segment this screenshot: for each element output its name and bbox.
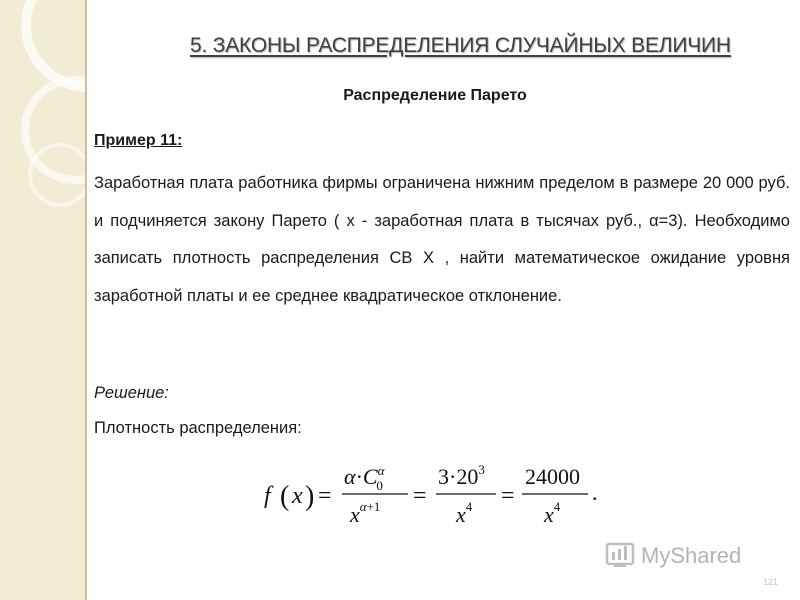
page-number: 121 bbox=[763, 577, 779, 587]
problem-text: Заработная плата работника фирмы ограничена нижним пределом в размере 20 000 руб. и подчиняется закону Парето ( x - заработная плата в тысячах руб., α=3). Необходимо записать плотность распределения СВ X , найти математическое ожидание уровня заработной платы и ее среднее квадратическое отклонение. bbox=[94, 174, 790, 305]
density-label: Плотность распределения: bbox=[94, 419, 302, 437]
fraction1-denominator: $x^{\alpha+1}$ bbox=[350, 499, 381, 527]
fraction1-numerator: $\alpha\cdot C^\alpha$ 0 bbox=[344, 463, 385, 493]
slide-title: 5. ЗАКОНЫ РАСПРЕДЕЛЕНИЯ СЛУЧАЙНЫХ ВЕЛИЧИН bbox=[190, 34, 731, 57]
watermark-logo-icon bbox=[607, 544, 633, 567]
equals-sign-1: = bbox=[318, 483, 332, 509]
formula-lhs-x: x bbox=[292, 483, 303, 509]
formula-paren-close: ) bbox=[305, 481, 315, 512]
pareto-density-formula bbox=[258, 458, 618, 538]
formula-paren-open: ( bbox=[280, 481, 290, 512]
solution-label: Решение: bbox=[94, 384, 169, 402]
fraction3-numerator: 24000 bbox=[525, 464, 580, 489]
equals-sign-3: = bbox=[501, 483, 515, 509]
example-label: Пример 11: bbox=[94, 132, 183, 149]
slide-subtitle: Распределение Парето bbox=[343, 87, 527, 104]
fraction3-denominator: $x^4$ bbox=[544, 499, 561, 527]
equals-sign-2: = bbox=[413, 483, 427, 509]
formula-lhs: f bbox=[264, 483, 271, 509]
watermark-text: MyShared bbox=[641, 543, 742, 568]
watermark bbox=[605, 538, 765, 577]
fraction2-numerator: $3\cdot 20^3$ bbox=[438, 462, 485, 489]
fraction2-denominator: $x^4$ bbox=[456, 499, 473, 527]
formula-end-period: . bbox=[592, 480, 598, 505]
